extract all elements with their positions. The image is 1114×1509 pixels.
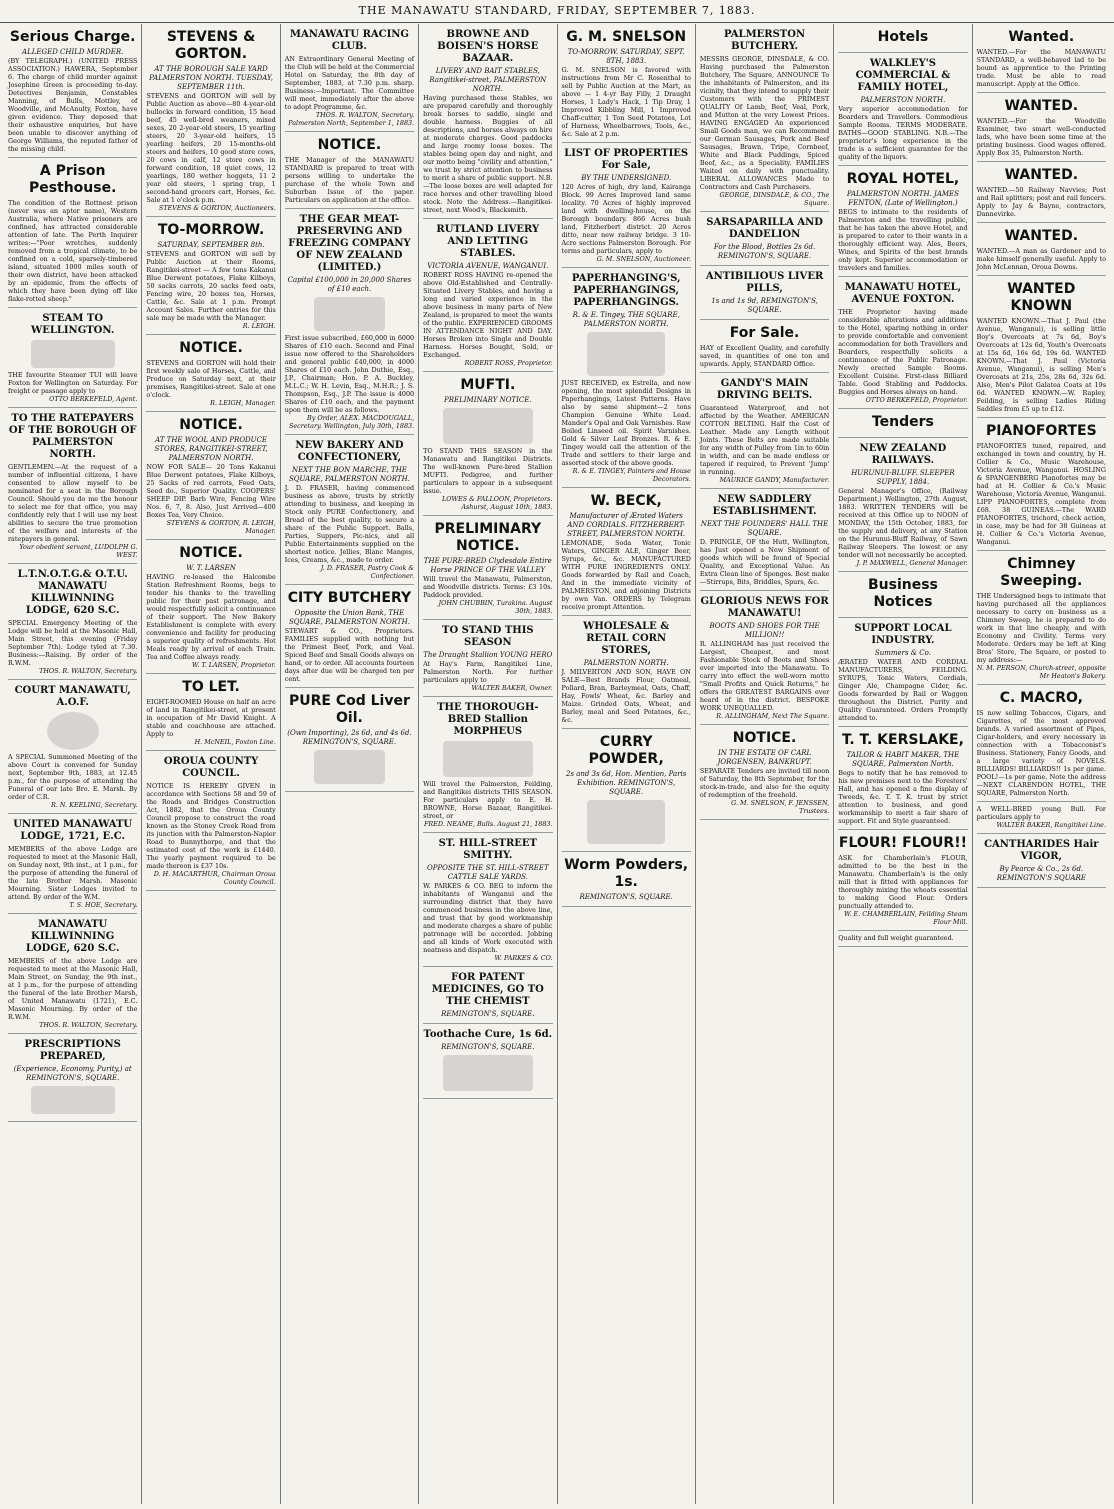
ad-subtitle: IN THE ESTATE OF CARL JORGENSEN, BANKRUPT. bbox=[717, 749, 812, 766]
advertisement bbox=[700, 266, 829, 320]
ad-subtitle: VICTORIA AVENUE, WANGANUI. bbox=[427, 262, 549, 270]
ad-title: WHOLESALE & RETAIL CORN STORES, bbox=[583, 621, 670, 656]
ad-title: WANTED. bbox=[1004, 167, 1079, 183]
ad-subtitle: W. T. LARSEN bbox=[186, 564, 236, 572]
advertisement bbox=[285, 688, 414, 792]
ship-engraving-icon bbox=[31, 340, 115, 368]
ad-body: THE Manager of the MANAWATU STANDARD is prepared to treat with persons willing to undertake the purchase of the whole Town and Suburban Issue of the paper. Particulars on application at the office. bbox=[284, 156, 415, 204]
ad-title: NEW ZEALAND RAILWAYS. bbox=[859, 443, 947, 466]
advertisement bbox=[700, 24, 829, 212]
ad-signature: STEVENS & GORTON, Auctioneers. bbox=[158, 204, 276, 212]
ad-title: THE THOROUGH-BRED Stallion MORPHEUS bbox=[437, 702, 539, 737]
advertisement bbox=[562, 268, 691, 488]
advertisement bbox=[423, 1024, 552, 1099]
ad-signature: H. McNEIL, Foxton Line. bbox=[194, 738, 276, 746]
column-8 bbox=[973, 24, 1110, 1504]
ad-body: IS now selling Tobaccos, Cigars, and Cigarettes, of the most approved brands. A varied assortment of Pipes, Cigar-holders, and every necessary in connection with a Tobacconist's Business. Stationery, Fancy Goods, and a large variety of NOVELS. BILLIARDS! BILLIARDS!! 1s per game. POOL!—1s per game. Note the address—NEXT CLARENDON HOTEL, THE SQUARE, Palmerston North. bbox=[976, 709, 1106, 797]
ad-signature: R. & E. TINGEY, Painters and House Decorators. bbox=[572, 467, 691, 483]
advertisement bbox=[700, 591, 829, 725]
ad-subtitle: HURUNUI-BLUFF. SLEEPER SUPPLY, 1884. bbox=[851, 469, 955, 486]
ship-engraving-icon bbox=[31, 1086, 115, 1114]
ad-body: SPECIAL Emergency Meeting of the Lodge will be held at the Masonic Hall, Main Street, this evening (Friday September 7th). Lodge tyled at 7.30. Business:—Raising. By order of the R.W.M. bbox=[8, 619, 138, 667]
ad-body: WANTED.—50 Railway Navvies; Post and Rail splitters; post and rail fencers. Apply to Jay & Bayne, contractors, Dannevirke. bbox=[976, 186, 1106, 218]
column-4 bbox=[419, 24, 557, 1504]
ad-body: ROBERT ROSS HAVING re-opened the above Old-Established and Centrally-Situated Livery Stables, and having a long and varied experience in the above business in many parts of New Zealand, is prepared to meet the wants of the public. EXPERIENCED GROOMS IN ATTENDANCE NIGHT AND DAY. Horses Broken into Single and Double Harness. Horses Bought, Sold, or Exchanged. bbox=[423, 271, 553, 359]
ad-title: NOTICE. bbox=[179, 340, 243, 356]
advertisement bbox=[8, 914, 137, 1034]
ad-body: General Manager's Office, (Railway Department,) Wellington, 27th August, 1883. WRITTEN TENDERS will be received at this Office up to NOON of MONDAY, the 15th October, 1883, for the supply and delivery, at any Station on the Hurunui-Bluff Railway, of Sawn Railway Sleepers. The lowest or any tender will not necessarily be accepted. bbox=[838, 487, 968, 559]
advertisement bbox=[146, 751, 275, 891]
advertisement bbox=[700, 320, 829, 373]
ad-title: PIANOFORTES bbox=[985, 423, 1097, 439]
advertisement bbox=[285, 209, 414, 435]
ad-signature: MAURICE GANDY, Manufacturer. bbox=[719, 476, 830, 484]
ad-signature: W. PARKES & CO. bbox=[494, 954, 553, 962]
ad-signature: THOS. R. WALTON, Secretary. Palmerston North, September 1, 1883. bbox=[288, 111, 415, 127]
ad-title: PALMERSTON BUTCHERY. bbox=[724, 29, 806, 52]
ad-subtitle: TAILOR & HABIT MAKER, THE SQUARE, Palmerston North. bbox=[846, 751, 960, 768]
ad-body: AN Extraordinary General Meeting of the Club will be held at the Commercial Hotel on Saturday, the 8th day of September, 1883, at 7.30 p.m. sharp. Business:—Important. The Committee will meet, immediately after the above to adopt Programme, &c. bbox=[284, 55, 415, 111]
ad-title: Serious Charge. bbox=[9, 29, 136, 45]
ad-title: NOTICE. bbox=[179, 417, 243, 433]
ad-body: MEMBERS of the above Lodge are requested to meet at the Masonic Hall, Main Street, on Sunday, the 9th inst., at 1 p.m., for the purpose of attending the funeral of the late Brother Marsh, of United Manawatu (1721), E.C. Masonic Mourning. By order of the R.W.M. bbox=[8, 957, 138, 1021]
ad-title: WANTED KNOWN bbox=[1007, 281, 1076, 314]
ad-title: TO LET. bbox=[182, 679, 240, 695]
ad-subtitle: PRELIMINARY NOTICE. bbox=[444, 396, 532, 404]
ad-title: WANTED. bbox=[1004, 228, 1079, 244]
advertisement bbox=[146, 412, 275, 540]
advertisement bbox=[285, 585, 414, 688]
ad-subtitle: OPPOSITE THE ST. HILL-STREET CATTLE SALE YARDS. bbox=[427, 864, 549, 881]
ad-body: STEVENS and GORTON will sell by Public Auction at their Rooms, Rangitikei-street — A few tons Kakanui Blue Derwent potatoes, Flake Kilboys, 50 sacks carrots, 20 sacks feed oats, Fencing wire, 20 boxes tea, Horses, Cattle, &c. Sale at 1 p.m. Prompt Account Sales. Further entries for this sale may be made with the Manager. bbox=[146, 250, 276, 322]
ad-body: HAY of Excellent Quality, and carefully saved, in quantities of one ton and upwards. Apply, STANDARD Office. bbox=[699, 344, 830, 368]
ad-title: G. M. SNELSON bbox=[566, 29, 687, 45]
ad-body: TO STAND THIS SEASON in the Manawatu and Rangitikei Districts. The well-known Pure-bred Stallion MUFTI. Pedigree, and further particulars to appear in a subsequent issue. bbox=[423, 447, 553, 495]
advertisement bbox=[146, 24, 275, 217]
ad-signature: R. LEIGH, Manager. bbox=[210, 399, 276, 407]
advertisement bbox=[562, 616, 691, 729]
ad-subtitle: Summers & Co. bbox=[874, 649, 931, 657]
ad-body: BEGS to intimate to the residents of Palmerston and the travelling public, that he has taken the above Hotel, and is prepared to cater to their wants in a thoroughly efficient way. Ales, Beers, Wines, and Spirits of the best brands only kept. Superior accommodation or travelers and families. bbox=[838, 208, 968, 272]
ad-body: NOTICE IS HEREBY GIVEN in accordance with Sections 58 and 59 of the Roads and Bridges Construction Act, 1882, that the Oroua County Council propose to construct the road known as the Stoney Creek Road from its junction with the Palmerston-Napier Road to Bunnythorpe, and that the estimated cost of the work is £1440. The yearly payment required to be made thereon is £37 10s. bbox=[146, 782, 276, 870]
advertisement bbox=[838, 166, 967, 277]
advertisement bbox=[838, 618, 967, 727]
ad-title: STEVENS & GORTON. bbox=[166, 29, 256, 62]
ad-title: FOR PATENT MEDICINES, GO TO THE CHEMIST bbox=[431, 972, 544, 1007]
ad-title: THE GEAR MEAT-PRESERVING AND FREEZING COMPANY OF NEW ZEALAND (LIMITED.) bbox=[288, 214, 411, 273]
advertisement bbox=[146, 217, 275, 335]
advertisement bbox=[146, 335, 275, 412]
advertisement bbox=[8, 308, 137, 408]
ad-body: ASK for Chamberlain's FLOUR, admitted to be the best in the Manawatu. Chamberlain's is the only mill that is fitted with appliances for thoroughly mixing the wheats essential to making Good Flour. Orders punctually attended to. bbox=[838, 854, 968, 910]
column-7 bbox=[834, 24, 972, 1504]
ad-subtitle: THE PURE-BRED Clydesdale Entire Horse PRINCE OF THE VALLEY bbox=[423, 557, 552, 574]
column-2 bbox=[142, 24, 280, 1504]
advertisement bbox=[977, 24, 1106, 93]
masthead: THE MANAWATU STANDARD, FRIDAY, SEPTEMBER 7, 1883. bbox=[0, 0, 1114, 23]
advertisement bbox=[423, 219, 552, 372]
advertisement bbox=[8, 564, 137, 680]
ad-signature: THOS. R. WALTON, Secretary. bbox=[39, 667, 138, 675]
ad-title: MUFTI. bbox=[460, 377, 516, 393]
horse-engraving-icon bbox=[443, 741, 534, 777]
advertisement bbox=[700, 212, 829, 266]
ad-signature: N. M. PERSON, Church-street, opposite Mr Heaton's Bakery. bbox=[976, 664, 1106, 680]
ad-title: ST. HILL-STREET SMITHY. bbox=[438, 838, 537, 861]
ad-subtitle: AT THE WOOL AND PRODUCE STORES, RANGITIKEI-STREET, PALMERSTON NORTH. bbox=[154, 436, 268, 462]
ad-subtitle: R. & E. Tingey, THE SQUARE, PALMERSTON NORTH. bbox=[572, 311, 680, 328]
ad-body: 120 Acres of high, dry land, Kairanga Block. 99 Acres Improved land same locality. 70 Acres of highly improved land with dwelling-house, on the Borough boundary. 866 Acres bush land, Fitzherbert district. 20 Acres ditto, near new railway bridge. 3 10-Acre sections Palmerston Borough. For terms and particulars, apply to bbox=[561, 183, 691, 255]
advertisement bbox=[838, 24, 967, 53]
ad-signature: G. M. SNELSON, Auctioneer. bbox=[596, 255, 691, 263]
ad-title: C. MACRO, bbox=[999, 690, 1083, 706]
ad-body: G. M. SNELSON is favored with instructions from Mr C. Rosenthal to sell by Public Auction at the Mart, as above — 1 4-yr Bay Filly, 2 Draught Horses, 1 Lady's Hack, 1 Tip Dray, 1 Improved Kibbling Mill, 1 Improved Chaff-cutter, 1 Ton Seed Potatoes, Lot of Harness, Wheelbarrows, Tools, &c., &c. Sale at 2 p.m. bbox=[561, 66, 691, 138]
ad-title: CITY BUTCHERY bbox=[287, 590, 412, 606]
ad-signature: STEVENS & GORTON, R. LEIGH, Manager. bbox=[166, 519, 276, 535]
ad-subtitle: Manufacturer of Ærated Waters AND CORDIALS. FITZHERBERT-STREET, PALMERSTON NORTH. bbox=[567, 512, 686, 538]
advertisement bbox=[977, 223, 1106, 276]
advertisement bbox=[838, 277, 967, 409]
advertisement bbox=[8, 814, 137, 914]
ram-engraving-icon bbox=[314, 297, 385, 331]
ad-title: LIST OF PROPERTIES For Sale, bbox=[564, 148, 689, 171]
advertisement bbox=[977, 93, 1106, 162]
ad-subtitle: BY THE UNDERSIGNED. bbox=[581, 174, 672, 182]
ad-subtitle: PALMERSTON NORTH. bbox=[860, 96, 946, 104]
ad-subtitle: REMINGTON'S, SQUARE. bbox=[441, 1010, 535, 1018]
ad-title: WALKLEY'S COMMERCIAL & FAMILY HOTEL, bbox=[855, 58, 951, 93]
advertisement bbox=[838, 572, 967, 618]
ad-signature: Your obedient servant, LUDOLPH G. WEST. bbox=[19, 543, 138, 559]
ad-signature: R. LEIGH. bbox=[242, 322, 276, 330]
ad-body: The condition of the Rottnest prison (never was an apter name), Western Australia, where Native prisoners are confined, has attracted considerable attention of late. The Perth Inquirer writes:—"Poor wretches, suddenly removed from a tropical climate, to be confined on a cold, sparsely-timbered island, situated 1000 miles south of their own district, have been attacked by an epidemic, from the effects of which they have been dying off like flake-rotted sheep." bbox=[8, 199, 138, 303]
ad-title: Toothache Cure, 1s 6d. bbox=[423, 1029, 553, 1040]
column-3 bbox=[281, 24, 419, 1504]
advertisement bbox=[8, 1034, 137, 1122]
advertisement bbox=[977, 834, 1106, 888]
ad-title: PAPERHANGING'S, PAPERHANGINGS, PAPERHANGINGS. bbox=[571, 273, 681, 308]
ad-title: SUPPORT LOCAL INDUSTRY. bbox=[854, 623, 952, 646]
advertisement bbox=[423, 833, 552, 967]
ad-body: Guaranteed Waterproof, and not affected by the Weather. AMERICAN COTTON BELTING. Half the Cost of Leather. Made any Length without Joints. These Belts are made suitable for any width of Pulley from 1in to 60in in width, and can be made endless or tapered if required, to Prevent 'Jump' in running. bbox=[699, 404, 830, 476]
ad-title: W. BECK, bbox=[590, 493, 662, 509]
ad-title: Business Notices bbox=[867, 577, 938, 610]
advertisement bbox=[977, 685, 1106, 802]
ad-title: CANTHARIDES Hair VIGOR, bbox=[984, 839, 1099, 862]
ad-subtitle: LIVERY AND BAIT STABLES, Rangitikei-street, PALMERSTON NORTH. bbox=[429, 67, 547, 93]
boot-engraving-icon bbox=[587, 332, 665, 376]
column-1 bbox=[4, 24, 142, 1504]
ad-subtitle: The Draught Stallion YOUNG HERO bbox=[423, 651, 553, 659]
ad-title: TO STAND THIS SEASON bbox=[442, 625, 534, 648]
advertisement bbox=[146, 540, 275, 674]
advertisement bbox=[285, 435, 414, 585]
advertisement bbox=[838, 438, 967, 572]
advertisement bbox=[146, 674, 275, 751]
horse-engraving-icon bbox=[443, 1055, 534, 1091]
boot-engraving-icon bbox=[587, 800, 665, 844]
ad-subtitle: Opposite the Union Bank, THE SQUARE, PALMERSTON NORTH. bbox=[288, 609, 410, 626]
ad-title: NOTICE. bbox=[732, 730, 797, 746]
ad-body: R. ALLINGHAM has just received the Largest, Cheapest, and most Fashionable Stock of Boots and Shoes ever imported into the Manawatu. To carry into effect the well-worn motto "Small Profits and Quick Returns," he offers the GREATEST BARGAINS ever heard of in the district. BESPOKE WORK UNEQUALLED. bbox=[699, 640, 830, 712]
advertisement bbox=[562, 143, 691, 268]
ad-signature: W. E. CHAMBERLAIN, Feilding Steam Flour Mill. bbox=[844, 910, 968, 926]
advertisement bbox=[423, 516, 552, 620]
ad-signature: W. T. LARSEN, Proprietor. bbox=[191, 661, 276, 669]
advertisement bbox=[838, 727, 967, 830]
ad-signature: GEORGE, DINSDALE, & CO., The Square. bbox=[719, 191, 830, 207]
advertisement bbox=[423, 372, 552, 516]
ad-subtitle: For the Blood, Bottles 2s 6d. REMINGTON'S, SQUARE. bbox=[713, 243, 816, 260]
ad-body: HAVING re-leased the Halcombe Station Refreshment Rooms, begs to tender his thanks to the travelling public for their past patronage, and would respectfully solicit a continuance of their support. The New Bakery Establishment is complete with every convenience and facility for producing a superior quality of refreshments. Hot Meals ready by arrival of each Train. Tea and Coffee always ready. bbox=[146, 573, 276, 661]
advertisement bbox=[285, 132, 414, 209]
advertisement bbox=[562, 729, 691, 852]
ad-title: GLORIOUS NEWS FOR MANAWATU! bbox=[700, 596, 829, 619]
ad-title: PRELIMINARY NOTICE. bbox=[434, 521, 542, 554]
ad-body: W. PARKES & CO. BEG to inform the inhabitants of Wanganui and the surrounding district that they have commenced business in the above line, and trust that by good workmanship and moderate charges a share of public patronage will be accorded. Jobbing and all kinds of Work executed with neatness and dispatch. bbox=[423, 882, 553, 954]
ad-subtitle: SATURDAY, SEPTEMBER 8th. bbox=[157, 241, 265, 249]
ad-body: Having purchased these Stables, we are prepared carefully and thoroughly break horses to saddle, single and double harness. Buggies of all descriptions, and horses always on hire at moderate charges. Good paddocks and large roomy loose boxes. The stables being open day and night, and our motto being "civility and attention," we trust by strict attention to business to merit a share of public support. N.B.—The loose boxes are well adapted for race horses and other travelling blood stock. Note the Address.—Rangitikei-street, next Wood's, Blacksmith. bbox=[423, 94, 553, 214]
ad-body: ÆRATED WATER AND CORDIAL MANUFACTURERS, FEILDING. SYRUPS, Tonic Waters, Cordials, Ginger Ale, Champagne Cider, &c. Goods forwarded by Rail or Waggon throughout the District. Purity and Quality Guaranteed. Orders Promptly attended to. bbox=[838, 658, 968, 722]
ad-body: Begs to notify that he has removed to his new premises next to the Foresters' Hall, and has opened a fine display of Tweeds, &c. T. T. K. trust by strict attention to business, and good workmanship to merit a fair share of support. Fit and Style guaranteed. bbox=[838, 769, 968, 825]
advertisement bbox=[8, 24, 137, 158]
advertisement bbox=[8, 408, 137, 564]
advertisement bbox=[8, 158, 137, 308]
ad-title: NOTICE. bbox=[317, 137, 382, 153]
ad-title: GANDY'S MAIN DRIVING BELTS. bbox=[716, 378, 813, 401]
ad-signature: T. S. HOE, Secretary. bbox=[69, 901, 138, 909]
advertisement bbox=[977, 802, 1106, 834]
ad-signature: D. H. MACARTHUR, Chairman Oroua County Council. bbox=[153, 870, 276, 886]
ad-signature: J. P. MAXWELL, General Manager. bbox=[856, 559, 968, 567]
advertisement bbox=[838, 830, 967, 931]
advertisement bbox=[423, 967, 552, 1024]
column-6 bbox=[696, 24, 834, 1504]
ad-signature: ROBERT ROSS, Proprietor. bbox=[464, 359, 553, 367]
advertisement bbox=[977, 551, 1106, 685]
advertisement bbox=[562, 852, 691, 907]
ad-title: MANAWATU HOTEL, AVENUE FOXTON. bbox=[844, 282, 962, 305]
ad-title: Wanted. bbox=[1008, 29, 1075, 45]
ad-title: Worm Powders, 1s. bbox=[564, 857, 689, 890]
ram-engraving-icon bbox=[314, 750, 385, 784]
advertisement bbox=[977, 276, 1106, 418]
ad-body: At Hay's Farm, Rangitikei Line, Palmerston North. For further particulars apply to bbox=[423, 660, 553, 684]
ad-signature: OTTO BERKEFELD, Agent. bbox=[49, 395, 138, 403]
ad-body: J. D. FRASER, having commenced business as above, trusts by strictly attending to business, and keeping in Stock only PURE Confectionery, and Bread of the best quality, to secure a share of the Public Support. Balls, Parties, Suppers, Pic-nics, and all Public Entertainments supplied on the shortest notice. Jellies, Blanc Manges, Ices, Creams, &c., made to order. bbox=[284, 484, 415, 564]
ad-title: TO-MORROW. bbox=[157, 222, 265, 238]
ad-title: STEAM TO WELLINGTON. bbox=[30, 313, 115, 336]
crest-engraving-icon bbox=[47, 712, 99, 750]
ad-signature: G. M. SNELSON, F. JENSSEN, Trustees. bbox=[731, 799, 830, 815]
ad-subtitle: REMINGTON'S, SQUARE. bbox=[441, 1043, 535, 1051]
ad-title: NOTICE. bbox=[179, 545, 243, 561]
ad-subtitle: NEXT THE FOUNDERS' HALL THE SQUARE. bbox=[700, 520, 829, 537]
ad-subtitle: By Pearce & Co., 2s 6d. REMINGTON'S SQUARE bbox=[996, 865, 1086, 882]
ad-body: THE Proprietor having made considerable alterations and additions to the Hotel, sparing nothing in order to provide comfortable and convenient accommodation for both Travellers and Boarders, respectfully solicits a continuance of the Public Patronage. Newly erected Sample Rooms. Excellent Cuisine. First-class Billiard Table. Good Stabling and Paddocks. Buggies and Horses always on hand. bbox=[838, 308, 968, 396]
ad-subtitle: AT THE BOROUGH SALE YARD PALMERSTON NORTH. TUESDAY, SEPTEMBER 11th. bbox=[149, 65, 274, 91]
ad-subtitle: PALMERSTON NORTH. JAMES FENTON, (Late of Wellington.) bbox=[846, 190, 959, 207]
ad-subtitle: Capital £100,000 in 20,000 Shares of £10 each. bbox=[287, 276, 412, 293]
ad-title: L.T.N.O.T.G.& O.T.U. MANAWATU KILLWINNING LODGE, 620 S.C. bbox=[17, 569, 128, 616]
ad-signature: FRED. NEAME, Bulls. August 21, 1883. bbox=[423, 820, 553, 828]
ad-body: MEMBERS of the above Lodge are requested to meet at the Masonic Hall, on Sunday next, 9th inst., at 1 p.m., for the purpose of attending the funeral of the late Brother Marsh. Masonic Mourning. Sister Lodges invited to attend. By order of the W.M. bbox=[8, 845, 138, 901]
ad-title: SARSAPARILLA AND DANDELION bbox=[706, 217, 823, 240]
ad-title: Chimney Sweeping. bbox=[1000, 556, 1083, 589]
ad-signature: JOHN CHUBBIN, Turakina. August 30th, 1883. bbox=[438, 599, 553, 615]
ad-body: LEMONADE, Soda Water, Tonic Waters, GINGER ALE, Ginger Beer, Syrups, &c., &c. MANUFACTURED WITH PURE INGREDIENTS ONLY. Goods forwarded by Rail and Coach, And in the immediate vicinity of PALMERSTON, and adjoining Districts by own Van. ORDERS by Telegram receive prompt Attention. bbox=[561, 539, 691, 611]
ad-body: THE favourite Steamer TUI will leave Foxton for Wellington on Saturday. For freight or passage apply to bbox=[8, 371, 138, 395]
advertisement bbox=[977, 418, 1106, 551]
ad-signature: By Order, ALEX. MACDOUGALL, Secretary. Wellington, July 30th, 1883. bbox=[288, 414, 415, 430]
ad-title: T. T. KERSLAKE, bbox=[841, 732, 964, 748]
advertisement bbox=[285, 24, 414, 132]
ad-body: MESSRS GEORGE, DINSDALE, & CO. Having purchased the Palmerston Butchery, The Square, ANNOUNCE To the inhabitants of Palmerston, and its vicinity, that they intend to supply their Customers with the PRIMEST QUALITY Of Lamb, Beef, Veal, Pork, and Mutton at the very Lowest Prices. HAVING ENGAGED An experienced Small Goods man, we can Recommend our German Sausages, Pork and Beef Sausages, Brawn, Tripe, Cornbeef, White and Black Puddings, Spiced Beef, &c., as a Speciality. FAMILIES Waited on daily with punctuality. LIBERAL ALLOWANCES Made to Contractors and Cash Purchasers. bbox=[699, 55, 830, 191]
ad-body: Very superior accommodation for Boarders and Travellers. Commodious Sample Rooms. TERMS MODERATE. BATHS—GOOD STABLING. N.B.—The proprietor's long experience in the trade is a sufficient guarantee for the quality of the liquors. bbox=[838, 105, 968, 161]
ad-signature: THOS. R. WALTON, Secretary. bbox=[39, 1021, 138, 1029]
ad-body: First issue subscribed, £60,000 in 6000 Shares of £10 each. Second and Final issue now offered to the Shareholders and general public £40,000, in 4000 Shares of £10 each. John Duthie, Esq., J.P., Chairman; Hon. P. A. Buckley, M.L.C.; W. H. Levin, Esq., M.H.R.; J. S. Thompson, Esq., J.P. The issue is 4000 Shares of £10 each, and the payment upon them will be as follows. bbox=[284, 334, 415, 414]
advertisement bbox=[977, 162, 1106, 223]
ad-body: A WELL-BRED young Bull. For particulars apply to bbox=[976, 805, 1106, 821]
ad-title: UNITED MANAWATU LODGE, 1721, E.C. bbox=[13, 819, 133, 842]
ad-body: A SPECIAL Summoned Meeting of the above Court is convened for Sunday next, September 9th, 1883, at 12.45 p.m., for the purpose of attending the Funeral of our late Bro. E. Marsh. By order of C.R. bbox=[8, 753, 138, 801]
ad-signature: OTTO BERKEFELD, Proprietor. bbox=[865, 396, 968, 404]
ad-subtitle: (Own Importing), 2s 6d, and 4s 6d. REMINGTON'S, SQUARE. bbox=[287, 729, 412, 746]
ad-subtitle: (Experience, Economy, Purity,) at REMINGTON'S, SQUARE. bbox=[13, 1065, 132, 1082]
ad-body: Will travel the Palmerston, Feilding, and Rangitikei districts THIS SEASON. For particulars apply to E. H. BROWNE, Horse Bazaar, Rangitikei-street, or bbox=[423, 780, 553, 820]
ad-body: GENTLEMEN.—At the request of a number of influential citizens, I have consented to allow myself to be nominated for a seat in the Borough Council. Should you do me the honour to select me for that office, you may confidently rely that I will use my best abilities to secure the true promotion of the welfare and interests of the ratepayers in general. bbox=[8, 463, 138, 543]
column-5 bbox=[558, 24, 696, 1504]
advertisement bbox=[838, 53, 967, 166]
advertisement bbox=[423, 620, 552, 697]
ad-title: PRESCRIPTIONS PREPARED, bbox=[24, 1039, 121, 1062]
ad-body: STEWART & CO., Proprietors. FAMILIES supplied with nothing but the Primest Beef, Pork, and Veal. Spiced Beef and Small Goods always on hand, or to order. All accounts fourteen days after due will be charged ten per cent. bbox=[284, 627, 415, 683]
ad-title: MANAWATU KILLWINNING LODGE, 620 S.C. bbox=[25, 919, 120, 954]
ad-title: RUTLAND LIVERY AND LETTING STABLES. bbox=[436, 224, 540, 259]
ad-signature: LOWES & FALLOON, Proprietors. Ashurst, August 10th, 1883. bbox=[441, 495, 553, 511]
ad-subtitle: 2s and 3s 6d, Hon. Mention, Paris Exhibition. REMINGTON'S, SQUARE. bbox=[565, 770, 687, 796]
ad-body: STEVENS and GORTON will sell by Public Auction as above—80 4-year-old bullocks in forward condition, 15 head beef, 45 well-bred weaners, mixed sexes, 20 2-year-old steers, 15 yearling steers, 20 3-year-old heifers, 15 yearling heifers, 20 15-months-old steers and heifers, 10 good store cows, 20 cows in calf, 12 store cows in forward condition, 18 quiet cows, 12 yearlings, 180 wether hoggets, 11 2 year old steers, 1 spring trap, 1 second-hand grocers cart, Horses, &c. Sale at 1 o'clock p.m. bbox=[146, 92, 276, 204]
ad-body: JUST RECEIVED, ex Estrella, and now opening, the most splendid Designs in Paperhangings, Latest Patterns. Have also by same shipment—2 tons Champion Genuine White Lead. Mander's Opal and Oak Varnishes. Raw Boiled Linseed oil. Spirit Varnishes. Gold & Silver Leaf Bronzes. R. & E. Tingey would call the attention of the Trade and settlers to their large and assorted stock of the above goods. bbox=[561, 379, 691, 467]
advertisement bbox=[700, 373, 829, 489]
ad-body: WANTED KNOWN.—That J. Paul (the Avenue, Wanganui), is selling little Boy's Overcoats at 7s 6d, Boy's Overcoats at 12s 6d, Youth's Overcoats at 15s 6d, 16s 6d, 19s 6d. WANTED KNOWN.—That J. Paul (Victoria Avenue, Wanganui), is selling Men's Overcoats at 21s, 25s, 28s 6d, 32s 6d. Also, Men's Pilot Galatea Coats at 19s 6d. WANTED KNOWN.—W. Rapley, Feilding, is selling Ladies Riding Saddles from £5 up to £12. bbox=[976, 317, 1106, 413]
ad-signature: R. N. KEELING, Secretary. bbox=[51, 801, 138, 809]
ad-signature: WALTER BAKER, Owner. bbox=[471, 684, 553, 692]
ad-subtitle: ALLEGED CHILD MURDER. bbox=[22, 48, 124, 56]
ad-signature: WALTER BAKER, Rangitikei Line. bbox=[996, 821, 1106, 829]
ad-title: TO THE RATEPAYERS OF THE BOROUGH OF PALMERSTON NORTH. bbox=[8, 413, 137, 460]
ad-signature: R. ALLINGHAM, Next The Square. bbox=[716, 712, 830, 720]
ad-title: PURE Cod Liver Oil. bbox=[288, 693, 410, 726]
ad-body: NOW FOR SALE— 20 Tons Kakanui Blue Derwent potatoes, Flake Kilboys, 25 Sacks of red carrots, Feed Oats, Seed do., Superior Quality. COOPERS' SHEEP DIP. Barb Wire, Fencing Wire Nos. 6, 7, 8. Also, Just Arrived—400 Boxes Tea, Very Choice. bbox=[146, 463, 276, 519]
ad-title: ROYAL HOTEL, bbox=[846, 171, 960, 187]
horse-engraving-icon bbox=[443, 408, 534, 444]
ad-body: D. PRINGLE, OF the Hutt, Wellington, has Just opened a New Shipment of goods which will be found of Special Quality, and Exceptional Value. An Extra Clean line of Sponges. Best make—Stirrups, Bits, Briddles, Spurs, &c. bbox=[699, 538, 830, 586]
ad-title: MANAWATU RACING CLUB. bbox=[289, 29, 409, 52]
ad-title: ANTIBILIOUS LIVER PILLS, bbox=[705, 271, 824, 294]
ad-subtitle: TO-MORROW. SATURDAY, SEPT. 8TH, 1883. bbox=[567, 48, 685, 65]
ad-body: PIANOFORTES tuned, repaired, and exchanged in town and country, by H. Collier & Co., Music Warehouse, Victoria Avenue, Wanganui. HOSLING & SPANGENBERG Pianofortes may be had at H. Collier & Co.'s Music Warehouse, Victoria Avenue, Wanganui. LIPP PIANOFORTES, complete from £68. 38 GUINEAS.—The WARD PIANOFORTES, trichord, check action, in case, may be had for 38 Guineas at H. Collier & Co.'s Victoria Avenue, Wanganui. bbox=[976, 442, 1106, 546]
advertisement bbox=[423, 697, 552, 833]
columns-container bbox=[4, 24, 1110, 1504]
advertisement bbox=[423, 24, 552, 219]
ad-body: WANTED.—A man as Gardener and to make himself generally useful. Apply to John McLennan, Oroua Downs. bbox=[976, 247, 1106, 271]
ad-body: SEPARATE Tenders are invited till noon of Saturday, the 8th September, for the stock-in-trade, and also for the equity of redemption of the freehold. bbox=[699, 767, 830, 799]
ad-title: Tenders bbox=[871, 414, 934, 430]
ad-body: WANTED.—For the Woodville Examiner, two smart well-conducted lads, who have been some time at the printing business. Good wages offered. Apply Box 35, Palmerston North. bbox=[976, 117, 1106, 157]
ad-title: NEW BAKERY AND CONFECTIONERY, bbox=[295, 440, 404, 463]
ad-body: (BY TELEGRAPH.) (UNITED PRESS ASSOCIATION.) HAWERA, September 6. The charge of child murder against Josephine Green is proceeding to-day. Detectives Benjamin, Constables Manning, of Bulls, Mottley, of Woodville, and McAnulty, Foxton, have given evidence. They deposed that their exhaustive enquiries, but have been unable to discover anything of George Williams, the reputed father of the missing child. bbox=[8, 57, 138, 153]
advertisement bbox=[838, 931, 967, 947]
ad-title: COURT MANAWATU, A.O.F. bbox=[14, 685, 131, 708]
ad-subtitle: NEXT THE BON MARCHE, THE SQUARE, PALMERSTON NORTH. bbox=[288, 466, 410, 483]
ad-subtitle: REMINGTON'S, SQUARE. bbox=[579, 893, 673, 901]
ad-body: Will travel the Manawatu, Palmerston, and Woodville districts. Terms: £3 10s. Paddock provided. bbox=[423, 575, 553, 599]
ad-title: Hotels bbox=[877, 29, 929, 45]
ad-title: For Sale. bbox=[729, 325, 800, 341]
ad-title: CURRY POWDER, bbox=[588, 734, 664, 767]
ad-body: EIGHT-ROOMED House on half an acre of land in Rangitikei-street, at present in occupation of Mr David Knight. A stable and coachhouse are attached. Apply to bbox=[146, 698, 276, 738]
ad-title: BROWNE AND BOISEN'S HORSE BAZAAR. bbox=[437, 29, 539, 64]
advertisement bbox=[700, 489, 829, 591]
ad-body: THE Undersigned begs to intimate that having purchased all the appliances necessary to carry on business as a Chimney Sweep, he is prepared to do work in that line cheaply, and with Economy and Civility. Terms very Moderate. Orders may be left at King Bros' Store, The Square, or posted to my address:— bbox=[976, 592, 1106, 664]
advertisement bbox=[562, 488, 691, 616]
ad-subtitle: PALMERSTON NORTH. bbox=[583, 659, 669, 667]
ad-title: FLOUR! FLOUR!! bbox=[838, 835, 967, 851]
ad-title: WANTED. bbox=[1004, 98, 1079, 114]
ad-title: A Prison Pesthouse. bbox=[28, 163, 117, 196]
ad-body: J. MILVERTON AND SON, HAVE ON SALE—Best Brands Flour, Oatmeal, Pollard, Bran, Barleymeal, Oats, Chaff, Hay, Fowls' Wheat, &c. Barley and Maize. Grinded Oats, Wheat, and Barley, meal and Seed Potatoes, &c., &c. bbox=[561, 668, 691, 724]
advertisement bbox=[562, 24, 691, 143]
ad-subtitle: BOOTS AND SHOES FOR THE MILLION!! bbox=[709, 622, 820, 639]
ad-body: STEVENS and GORTON will hold their first weekly sale of Horses, Cattle, and Produce on Saturday next, at their premises, Rangitikei-street. Sale at one o'clock. bbox=[146, 359, 276, 399]
ad-subtitle: 1s and 1s 9d, REMINGTON'S, SQUARE. bbox=[711, 297, 818, 314]
ad-signature: J. D. FRASER, Pastry Cook & Confectioner. bbox=[320, 564, 415, 580]
ad-body: WANTED.—For the MANAWATU STANDARD, a well-behaved lad to be bound as apprentice to the Printing trade. Must be able to read manuscript. Apply at the Office. bbox=[976, 48, 1106, 88]
advertisement bbox=[700, 725, 829, 820]
ad-title: NEW SADDLERY ESTABLISHMENT. bbox=[712, 494, 817, 517]
ad-body: Quality and full weight guaranteed. bbox=[838, 934, 954, 942]
advertisement bbox=[8, 680, 137, 814]
ad-title: OROUA COUNTY COUNCIL. bbox=[163, 756, 259, 779]
advertisement bbox=[838, 409, 967, 438]
